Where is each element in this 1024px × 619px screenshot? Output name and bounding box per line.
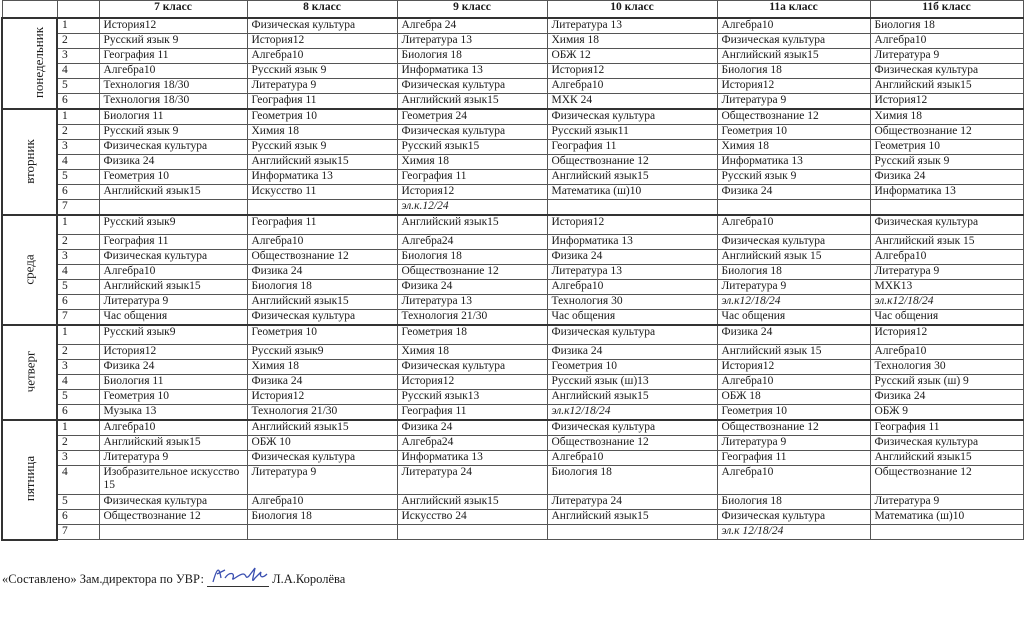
schedule-body — [2, 18, 1023, 540]
lesson-class-9: Геометрия 18 — [397, 325, 547, 345]
lesson-class-8: Технология 21/30 — [247, 405, 397, 421]
lesson-class-11a: Геометрия 10 — [717, 405, 870, 421]
lesson-class-11a: ОБЖ 18 — [717, 390, 870, 405]
lesson-class-11a: Химия 18 — [717, 140, 870, 155]
lesson-class-11a: Алгебра10 — [717, 215, 870, 235]
lesson-class-9: Физическая культура — [397, 125, 547, 140]
author-name: Л.А.Королёва — [272, 572, 346, 586]
lesson-class-7: Обществознание 12 — [99, 510, 247, 525]
day-label — [2, 109, 57, 215]
lesson-class-11a: Физическая культура — [717, 510, 870, 525]
table-row — [2, 109, 1023, 125]
lesson-class-10: Биология 18 — [547, 466, 717, 495]
lesson-class-11a: Физика 24 — [717, 325, 870, 345]
lesson-class-9: Алгебра 24 — [397, 18, 547, 34]
lesson-class-7: Русский язык 9 — [99, 34, 247, 49]
table-row — [2, 345, 1023, 360]
table-row — [2, 405, 1023, 421]
lesson-class-7: Изобразительное искусство 15 — [99, 466, 247, 495]
lesson-number: 4 — [57, 155, 99, 170]
lesson-class-7: Технология 18/30 — [99, 94, 247, 110]
lesson-class-11b: Обществознание 12 — [870, 125, 1023, 140]
lesson-class-11b: эл.к12/18/24 — [870, 295, 1023, 310]
lesson-class-9: Геометрия 24 — [397, 109, 547, 125]
lesson-class-11a: Час общения — [717, 310, 870, 326]
lesson-class-7: Час общения — [99, 310, 247, 326]
lesson-class-11b: Английский язык15 — [870, 451, 1023, 466]
lesson-class-10: Алгебра10 — [547, 451, 717, 466]
lesson-class-7 — [99, 525, 247, 540]
lesson-class-9: География 11 — [397, 405, 547, 421]
lesson-class-7: Физическая культура — [99, 495, 247, 510]
lesson-class-7: История12 — [99, 345, 247, 360]
table-row — [2, 390, 1023, 405]
table-row — [2, 18, 1023, 34]
lesson-class-7: Литература 9 — [99, 451, 247, 466]
lesson-number: 2 — [57, 436, 99, 451]
lesson-class-8: Физика 24 — [247, 375, 397, 390]
lesson-class-11b: МХК13 — [870, 280, 1023, 295]
lesson-class-10: Английский язык15 — [547, 390, 717, 405]
lesson-class-11b: Математика (ш)10 — [870, 510, 1023, 525]
lesson-class-11b: ОБЖ 9 — [870, 405, 1023, 421]
header-day — [2, 1, 57, 19]
table-row — [2, 436, 1023, 451]
lesson-class-11b: Биология 18 — [870, 18, 1023, 34]
table-row — [2, 155, 1023, 170]
lesson-class-10: Геометрия 10 — [547, 360, 717, 375]
lesson-class-10: Русский язык11 — [547, 125, 717, 140]
table-row — [2, 466, 1023, 495]
table-row — [2, 310, 1023, 326]
lesson-class-7: Литература 9 — [99, 295, 247, 310]
lesson-class-8: Физическая культура — [247, 18, 397, 34]
lesson-class-10 — [547, 525, 717, 540]
day-label — [2, 325, 57, 420]
lesson-class-11a: Литература 9 — [717, 280, 870, 295]
lesson-class-9: Английский язык15 — [397, 215, 547, 235]
lesson-number: 1 — [57, 215, 99, 235]
lesson-class-8: Искусство 11 — [247, 185, 397, 200]
lesson-class-10: История12 — [547, 64, 717, 79]
lesson-class-7: Музыка 13 — [99, 405, 247, 421]
lesson-number: 7 — [57, 310, 99, 326]
table-row — [2, 360, 1023, 375]
lesson-class-10: Литература 13 — [547, 18, 717, 34]
footer — [2, 572, 345, 587]
lesson-class-10: Физическая культура — [547, 325, 717, 345]
lesson-class-11a: Английский язык 15 — [717, 250, 870, 265]
lesson-number: 3 — [57, 451, 99, 466]
table-row — [2, 265, 1023, 280]
lesson-class-11a: История12 — [717, 360, 870, 375]
lesson-class-11a: Алгебра10 — [717, 466, 870, 495]
lesson-class-7: Физическая культура — [99, 140, 247, 155]
lesson-class-9: История12 — [397, 375, 547, 390]
day-name: четверг — [22, 350, 37, 393]
lesson-class-10: Английский язык15 — [547, 170, 717, 185]
lesson-class-11a: Русский язык 9 — [717, 170, 870, 185]
table-row — [2, 170, 1023, 185]
lesson-number: 1 — [57, 109, 99, 125]
table-row — [2, 375, 1023, 390]
table-row — [2, 510, 1023, 525]
lesson-class-9: Английский язык15 — [397, 94, 547, 110]
lesson-number: 3 — [57, 49, 99, 64]
lesson-class-7: Геометрия 10 — [99, 390, 247, 405]
lesson-class-9: Алгебра24 — [397, 235, 547, 250]
lesson-number: 4 — [57, 64, 99, 79]
lesson-class-7 — [99, 200, 247, 216]
lesson-class-11a: Физическая культура — [717, 235, 870, 250]
lesson-class-8: Английский язык15 — [247, 155, 397, 170]
lesson-class-10: эл.к12/18/24 — [547, 405, 717, 421]
lesson-class-11b: Русский язык 9 — [870, 155, 1023, 170]
lesson-class-9: эл.к.12/24 — [397, 200, 547, 216]
table-row — [2, 525, 1023, 540]
table-row — [2, 325, 1023, 345]
lesson-class-11a: Физика 24 — [717, 185, 870, 200]
lesson-class-8: Химия 18 — [247, 125, 397, 140]
lesson-class-11a: эл.к12/18/24 — [717, 295, 870, 310]
lesson-class-11a: Алгебра10 — [717, 18, 870, 34]
lesson-number: 6 — [57, 185, 99, 200]
lesson-number: 3 — [57, 360, 99, 375]
lesson-class-8: Английский язык15 — [247, 420, 397, 436]
lesson-class-10: Физическая культура — [547, 420, 717, 436]
lesson-class-9: Биология 18 — [397, 49, 547, 64]
lesson-class-9: Алгебра24 — [397, 436, 547, 451]
lesson-class-7: Английский язык15 — [99, 185, 247, 200]
header-row — [2, 1, 1023, 19]
table-row — [2, 79, 1023, 94]
lesson-number: 5 — [57, 79, 99, 94]
lesson-class-9: Биология 18 — [397, 250, 547, 265]
lesson-class-7: Геометрия 10 — [99, 170, 247, 185]
lesson-class-10: Физика 24 — [547, 250, 717, 265]
header-class-11b: 11б класс — [870, 1, 1023, 19]
lesson-class-11b: История12 — [870, 325, 1023, 345]
lesson-class-11b: Алгебра10 — [870, 34, 1023, 49]
lesson-class-11a: Литература 9 — [717, 94, 870, 110]
lesson-number: 6 — [57, 510, 99, 525]
table-row — [2, 64, 1023, 79]
lesson-class-7: Биология 11 — [99, 375, 247, 390]
lesson-class-11a: История12 — [717, 79, 870, 94]
table-row — [2, 49, 1023, 64]
lesson-class-8: История12 — [247, 34, 397, 49]
header-class-8: 8 класс — [247, 1, 397, 19]
table-row — [2, 420, 1023, 436]
lesson-class-9: Информатика 13 — [397, 451, 547, 466]
day-label — [2, 420, 57, 540]
lesson-class-11a: Обществознание 12 — [717, 420, 870, 436]
table-row — [2, 215, 1023, 235]
lesson-class-9: История12 — [397, 185, 547, 200]
lesson-class-7: Физическая культура — [99, 250, 247, 265]
table-row — [2, 451, 1023, 466]
lesson-class-11b: Геометрия 10 — [870, 140, 1023, 155]
lesson-class-11a: Литература 9 — [717, 436, 870, 451]
lesson-class-11b: Час общения — [870, 310, 1023, 326]
lesson-class-7: Биология 11 — [99, 109, 247, 125]
lesson-number: 2 — [57, 235, 99, 250]
header-class-9: 9 класс — [397, 1, 547, 19]
lesson-class-8: Химия 18 — [247, 360, 397, 375]
lesson-class-11b: Физическая культура — [870, 64, 1023, 79]
lesson-class-11b: Английский язык 15 — [870, 235, 1023, 250]
table-row — [2, 495, 1023, 510]
lesson-class-11b: Физика 24 — [870, 390, 1023, 405]
table-row — [2, 34, 1023, 49]
lesson-class-9: Русский язык15 — [397, 140, 547, 155]
lesson-class-8: Русский язык 9 — [247, 140, 397, 155]
lesson-number: 5 — [57, 280, 99, 295]
lesson-number: 6 — [57, 295, 99, 310]
lesson-class-10: Русский язык (ш)13 — [547, 375, 717, 390]
lesson-number: 3 — [57, 250, 99, 265]
lesson-class-10: Физическая культура — [547, 109, 717, 125]
lesson-class-9: Физическая культура — [397, 79, 547, 94]
lesson-class-7: Русский язык9 — [99, 325, 247, 345]
lesson-class-9: Физика 24 — [397, 280, 547, 295]
lesson-class-11b: Алгебра10 — [870, 345, 1023, 360]
lesson-class-11a: Биология 18 — [717, 265, 870, 280]
lesson-class-7: Английский язык15 — [99, 280, 247, 295]
lesson-class-11b: Информатика 13 — [870, 185, 1023, 200]
lesson-class-10: Литература 24 — [547, 495, 717, 510]
lesson-number: 4 — [57, 375, 99, 390]
lesson-class-8: Алгебра10 — [247, 235, 397, 250]
lesson-class-10: География 11 — [547, 140, 717, 155]
lesson-class-9: Физика 24 — [397, 420, 547, 436]
lesson-class-9: Химия 18 — [397, 345, 547, 360]
lesson-class-7: Физика 24 — [99, 155, 247, 170]
lesson-number: 7 — [57, 200, 99, 216]
lesson-class-7: География 11 — [99, 49, 247, 64]
lesson-class-11a: Биология 18 — [717, 64, 870, 79]
lesson-class-8: Литература 9 — [247, 466, 397, 495]
lesson-class-8: ОБЖ 10 — [247, 436, 397, 451]
lesson-class-10: Химия 18 — [547, 34, 717, 49]
lesson-class-8: Английский язык15 — [247, 295, 397, 310]
lesson-number: 1 — [57, 325, 99, 345]
signature — [207, 572, 269, 587]
lesson-class-8: Геометрия 10 — [247, 325, 397, 345]
lesson-class-9: Обществознание 12 — [397, 265, 547, 280]
lesson-class-8 — [247, 525, 397, 540]
lesson-class-10: ОБЖ 12 — [547, 49, 717, 64]
table-row — [2, 140, 1023, 155]
lesson-class-8: Геометрия 10 — [247, 109, 397, 125]
lesson-class-10: Обществознание 12 — [547, 436, 717, 451]
lesson-class-7: География 11 — [99, 235, 247, 250]
lesson-class-11b: Русский язык (ш) 9 — [870, 375, 1023, 390]
signature-scribble-icon — [209, 564, 269, 586]
composed-label: «Составлено» Зам.директора по УВР: — [2, 572, 204, 586]
lesson-class-11b: Химия 18 — [870, 109, 1023, 125]
lesson-class-11a — [717, 200, 870, 216]
lesson-class-10: Технология 30 — [547, 295, 717, 310]
lesson-class-8: География 11 — [247, 215, 397, 235]
table-row — [2, 185, 1023, 200]
lesson-class-11b: Физика 24 — [870, 170, 1023, 185]
lesson-class-9: Информатика 13 — [397, 64, 547, 79]
table-row — [2, 280, 1023, 295]
lesson-class-9 — [397, 525, 547, 540]
lesson-class-10: Физика 24 — [547, 345, 717, 360]
lesson-class-8: География 11 — [247, 94, 397, 110]
lesson-class-11b: Литература 9 — [870, 49, 1023, 64]
lesson-number: 4 — [57, 265, 99, 280]
lesson-class-11a: эл.к 12/18/24 — [717, 525, 870, 540]
day-name: понедельник — [31, 26, 47, 99]
lesson-class-7: Алгебра10 — [99, 64, 247, 79]
lesson-class-7: Технология 18/30 — [99, 79, 247, 94]
lesson-class-8: Алгебра10 — [247, 49, 397, 64]
lesson-class-11b: Обществознание 12 — [870, 466, 1023, 495]
lesson-class-8: История12 — [247, 390, 397, 405]
lesson-class-8: Физика 24 — [247, 265, 397, 280]
lesson-class-8: Физическая культура — [247, 310, 397, 326]
schedule-table — [1, 0, 1024, 541]
lesson-class-7: История12 — [99, 18, 247, 34]
lesson-number: 4 — [57, 466, 99, 495]
lesson-class-7: Физика 24 — [99, 360, 247, 375]
table-row — [2, 235, 1023, 250]
header-class-10: 10 класс — [547, 1, 717, 19]
day-name: пятница — [21, 456, 37, 502]
lesson-class-10: История12 — [547, 215, 717, 235]
lesson-class-11b — [870, 200, 1023, 216]
lesson-number: 2 — [57, 34, 99, 49]
table-row — [2, 250, 1023, 265]
lesson-class-8: Биология 18 — [247, 280, 397, 295]
lesson-class-8: Обществознание 12 — [247, 250, 397, 265]
day-label — [2, 18, 57, 109]
table-row — [2, 125, 1023, 140]
lesson-class-10: Математика (ш)10 — [547, 185, 717, 200]
lesson-class-10: Информатика 13 — [547, 235, 717, 250]
lesson-class-9: Физическая культура — [397, 360, 547, 375]
lesson-class-8: Информатика 13 — [247, 170, 397, 185]
header-class-7: 7 класс — [99, 1, 247, 19]
lesson-class-7: Английский язык15 — [99, 436, 247, 451]
lesson-number: 2 — [57, 125, 99, 140]
lesson-class-11b: Алгебра10 — [870, 250, 1023, 265]
lesson-class-10: Час общения — [547, 310, 717, 326]
lesson-class-8: Биология 18 — [247, 510, 397, 525]
lesson-class-7: Алгебра10 — [99, 265, 247, 280]
lesson-class-11a: Геометрия 10 — [717, 125, 870, 140]
lesson-class-8: Алгебра10 — [247, 495, 397, 510]
lesson-class-10: МХК 24 — [547, 94, 717, 110]
day-name: среда — [21, 253, 37, 285]
lesson-class-10 — [547, 200, 717, 216]
lesson-class-11b: Технология 30 — [870, 360, 1023, 375]
lesson-class-11a: Обществознание 12 — [717, 109, 870, 125]
lesson-class-11b: Литература 9 — [870, 265, 1023, 280]
lesson-class-11a: Физическая культура — [717, 34, 870, 49]
lesson-class-11a: Биология 18 — [717, 495, 870, 510]
lesson-class-11b: Физическая культура — [870, 436, 1023, 451]
lesson-number: 1 — [57, 18, 99, 34]
lesson-class-11b: География 11 — [870, 420, 1023, 436]
header-lesson-number — [57, 1, 99, 19]
lesson-number: 5 — [57, 390, 99, 405]
lesson-class-11a: География 11 — [717, 451, 870, 466]
lesson-class-9: Литература 13 — [397, 34, 547, 49]
lesson-class-9: Химия 18 — [397, 155, 547, 170]
lesson-class-11a: Алгебра10 — [717, 375, 870, 390]
lesson-class-11a: Английский язык 15 — [717, 345, 870, 360]
table-row — [2, 94, 1023, 110]
table-row — [2, 295, 1023, 310]
header-class-11a: 11а класс — [717, 1, 870, 19]
lesson-class-10: Литература 13 — [547, 265, 717, 280]
lesson-class-9: Искусство 24 — [397, 510, 547, 525]
lesson-class-8 — [247, 200, 397, 216]
lesson-class-8: Физическая культура — [247, 451, 397, 466]
lesson-class-11a: Информатика 13 — [717, 155, 870, 170]
lesson-class-9: География 11 — [397, 170, 547, 185]
lesson-number: 1 — [57, 420, 99, 436]
lesson-class-7: Алгебра10 — [99, 420, 247, 436]
lesson-number: 6 — [57, 405, 99, 421]
day-name: вторник — [22, 138, 37, 184]
table-row — [2, 200, 1023, 216]
day-label — [2, 215, 57, 325]
lesson-class-10: Обществознание 12 — [547, 155, 717, 170]
lesson-class-9: Английский язык15 — [397, 495, 547, 510]
lesson-class-10: Алгебра10 — [547, 280, 717, 295]
lesson-class-10: Английский язык15 — [547, 510, 717, 525]
lesson-class-11b: Английский язык15 — [870, 79, 1023, 94]
lesson-class-9: Русский язык13 — [397, 390, 547, 405]
lesson-class-11b — [870, 525, 1023, 540]
lesson-class-11b: Физическая культура — [870, 215, 1023, 235]
lesson-number: 6 — [57, 94, 99, 110]
lesson-class-8: Русский язык 9 — [247, 64, 397, 79]
lesson-class-10: Алгебра10 — [547, 79, 717, 94]
lesson-class-8: Русский язык9 — [247, 345, 397, 360]
lesson-number: 3 — [57, 140, 99, 155]
lesson-class-11b: Литература 9 — [870, 495, 1023, 510]
lesson-number: 2 — [57, 345, 99, 360]
lesson-number: 5 — [57, 170, 99, 185]
lesson-class-7: Русский язык9 — [99, 215, 247, 235]
lesson-class-9: Литература 24 — [397, 466, 547, 495]
lesson-class-9: Технология 21/30 — [397, 310, 547, 326]
lesson-class-11a: Английский язык15 — [717, 49, 870, 64]
lesson-number: 5 — [57, 495, 99, 510]
lesson-number: 7 — [57, 525, 99, 540]
lesson-class-8: Литература 9 — [247, 79, 397, 94]
lesson-class-11b: История12 — [870, 94, 1023, 110]
lesson-class-9: Литература 13 — [397, 295, 547, 310]
lesson-class-7: Русский язык 9 — [99, 125, 247, 140]
